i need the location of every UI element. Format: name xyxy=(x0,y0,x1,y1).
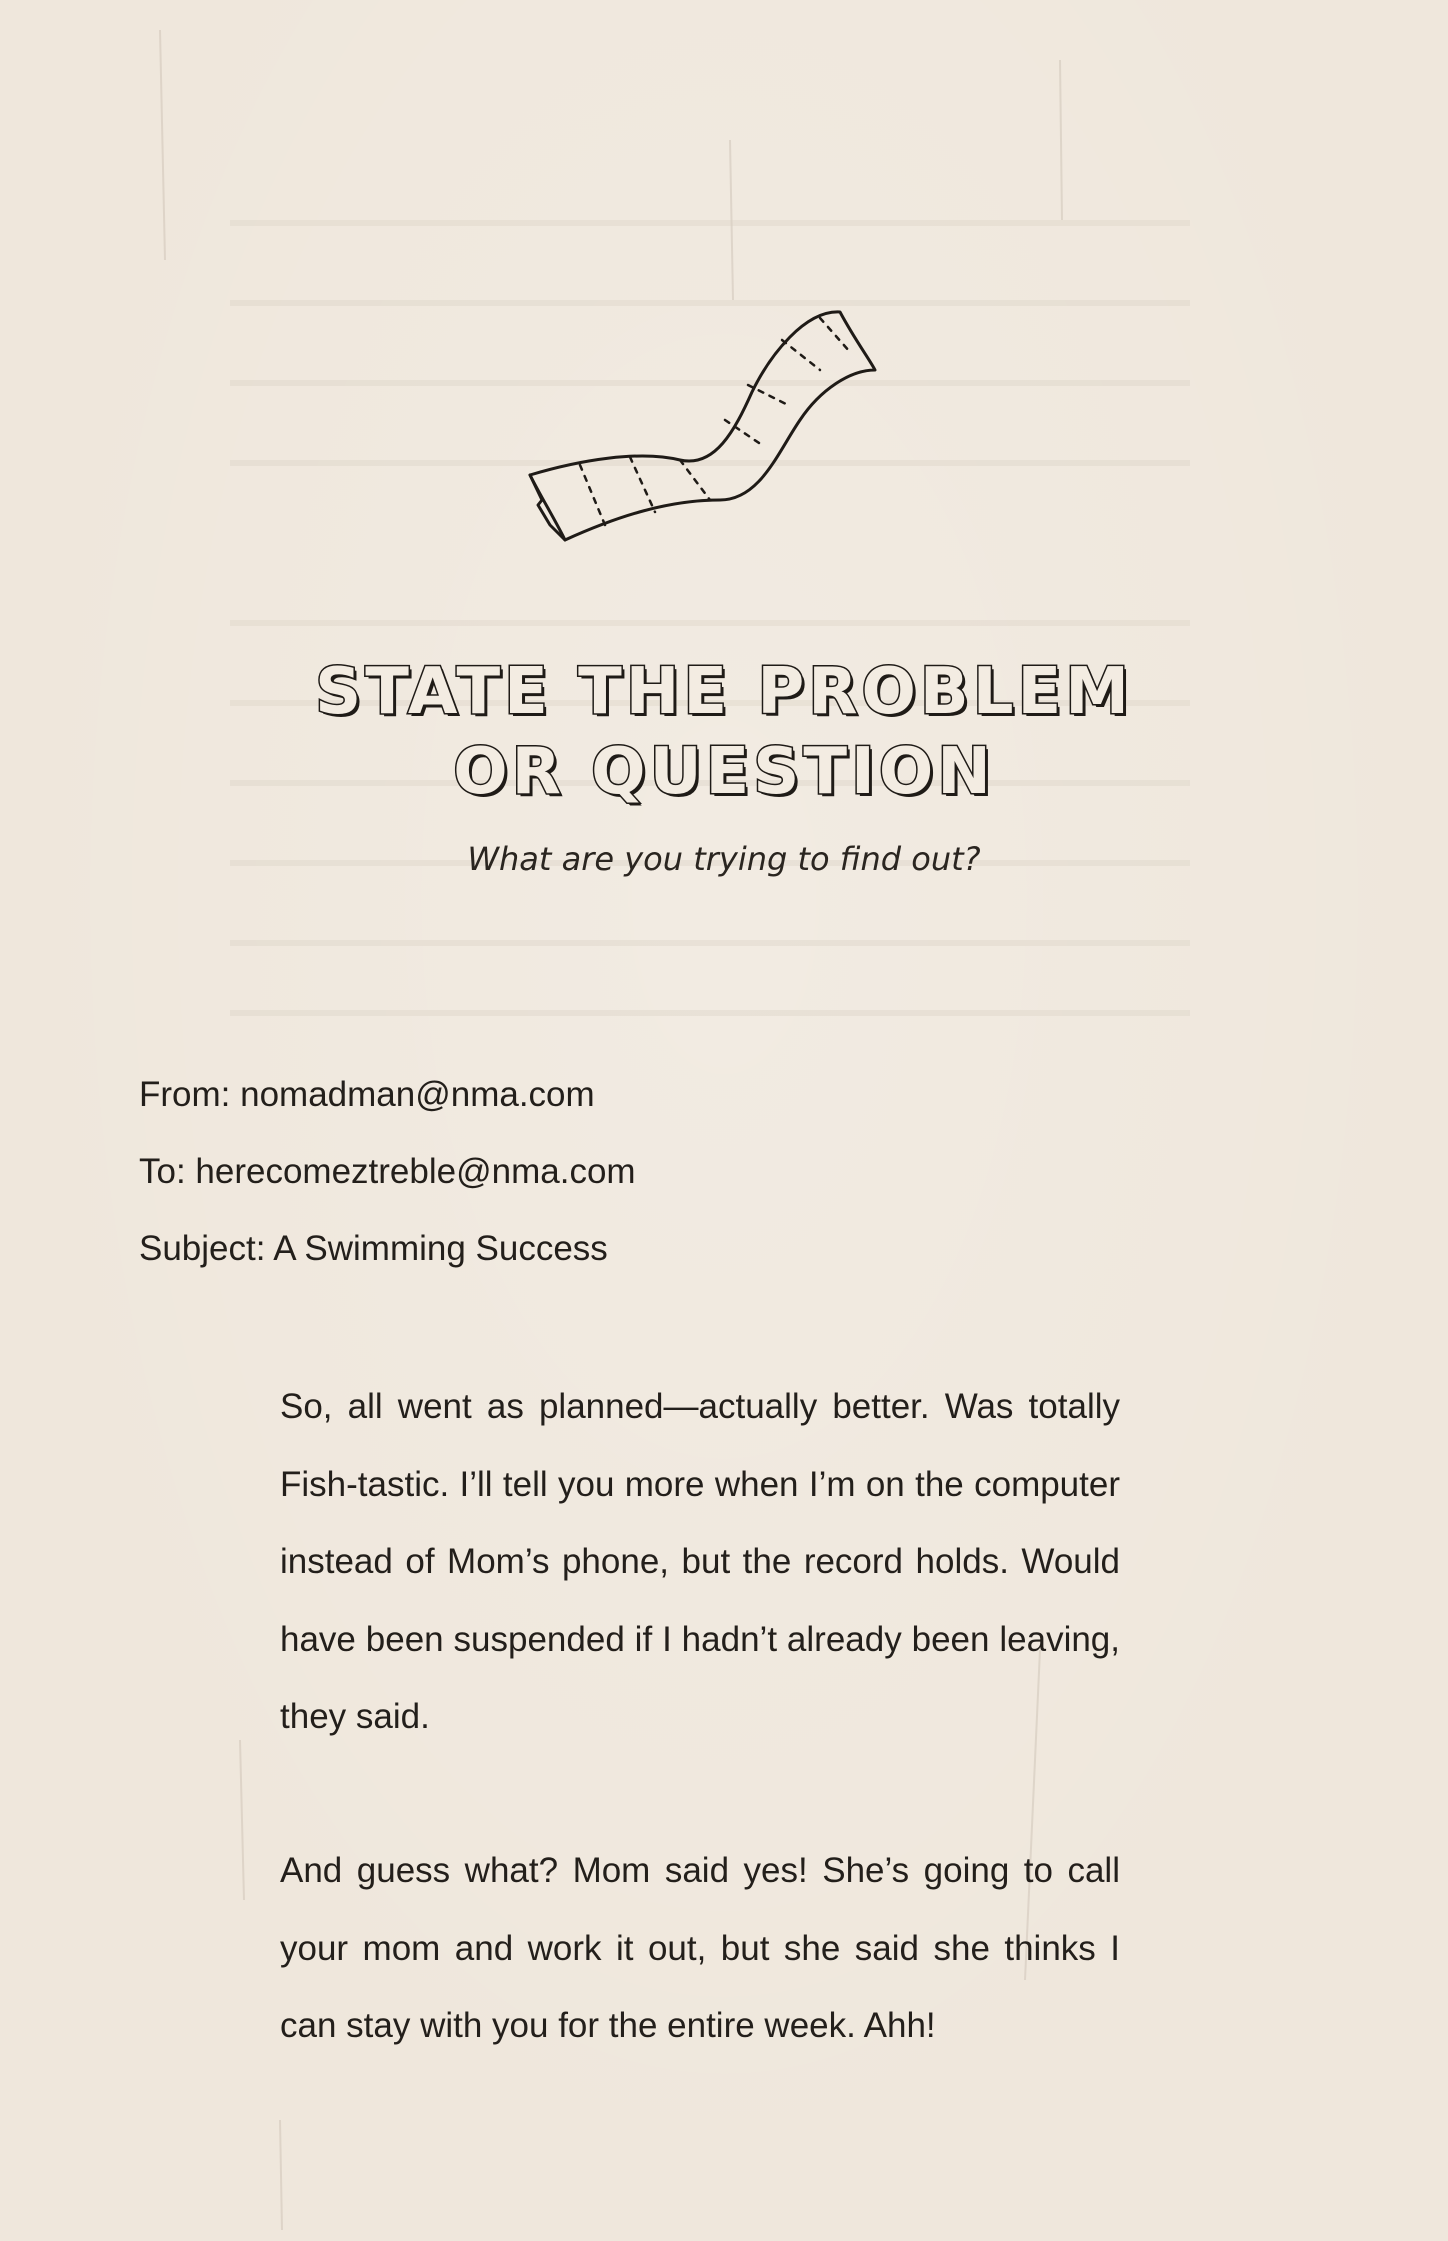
email-body-paragraph-2: And guess what? Mom said yes! She’s going to call your mom and work it out, but she said she thinks I can stay with you for the entire week. Ahh! xyxy=(280,1851,1120,2045)
email-body-paragraph-1: So, all went as planned—actually better. Was totally Fish-tastic. I’ll tell you more when I’m on the computer instead of Mom’s phone, but the record holds. Would have been suspended if I hadn’t already been leaving, they said. xyxy=(280,1387,1120,1736)
section-title-line-1: STATE THE PROBLEM xyxy=(315,655,1133,729)
email-to-line: To: herecomeztreble@nma.com xyxy=(139,1152,636,1191)
section-title-line-2: OR QUESTION xyxy=(453,735,995,809)
ribbon-banner-icon xyxy=(520,300,890,560)
email-subject-line: Subject: A Swimming Success xyxy=(139,1229,608,1268)
email-from-line: From: nomadman@nma.com xyxy=(139,1075,595,1114)
section-subtitle: What are you trying to find out? xyxy=(467,840,981,878)
